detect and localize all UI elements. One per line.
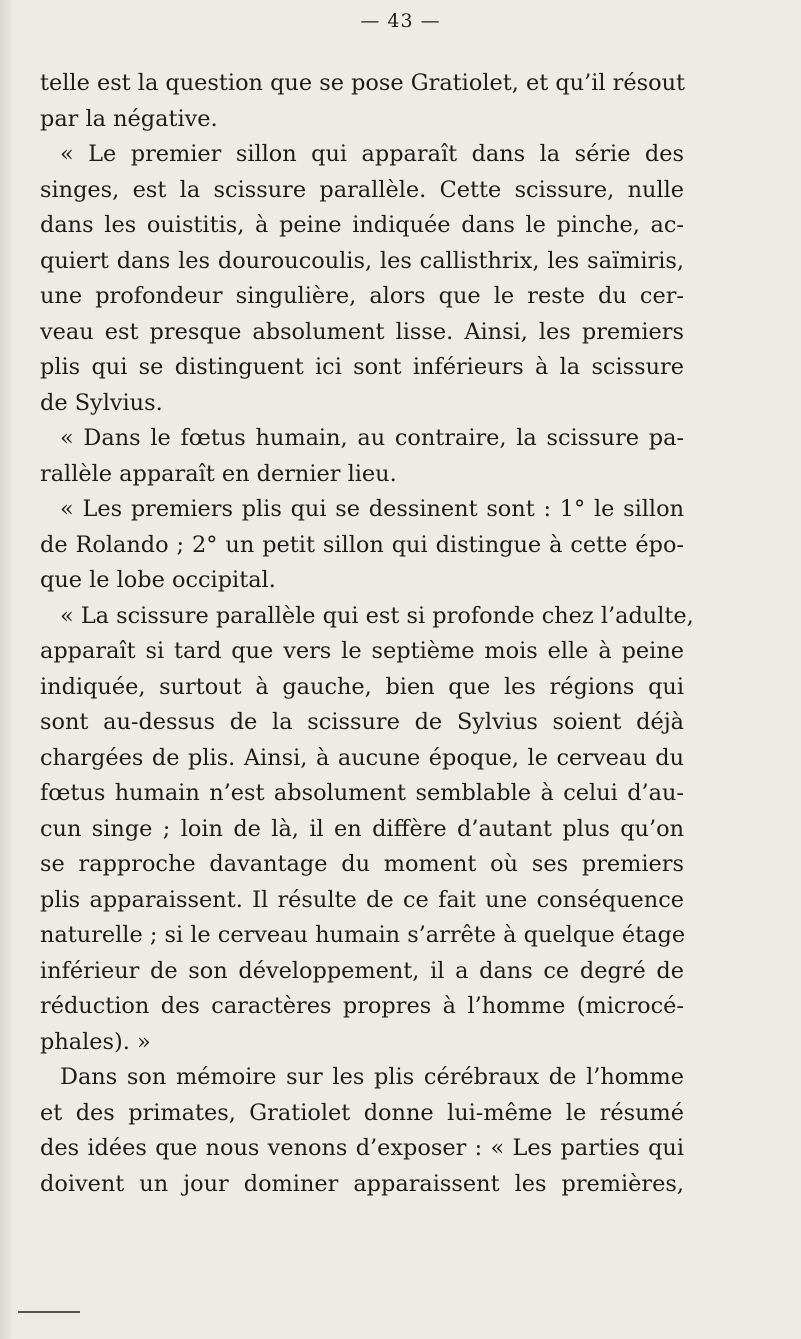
text-line: chargées de plis. Ainsi, à aucune époque, le cerveau du: [40, 744, 684, 771]
text-line: fœtus humain n’est absolument semblable à celui d’au-: [40, 780, 684, 806]
text-line: apparaît si tard que vers le septième mois elle à peine: [40, 638, 684, 664]
text-line: que le lobe occipital.: [40, 567, 276, 593]
text-line: des idées que nous venons d’exposer : « Les parties qui: [40, 1135, 684, 1161]
text-line: inférieur de son développement, il a dans ce degré de: [40, 957, 684, 984]
text-line: par la négative.: [40, 105, 218, 132]
text-line: plis apparaissent. Il résulte de ce fait une conséquence: [40, 886, 684, 913]
text-line: réduction des caractères propres à l’homme (microcé-: [40, 993, 684, 1019]
text-line: « Le premier sillon qui apparaît dans la série des: [60, 141, 684, 167]
text-line: une profondeur singulière, alors que le reste du cer-: [40, 283, 684, 309]
text-line: de Sylvius.: [40, 389, 163, 416]
text-line: sont au-dessus de la scissure de Sylvius soient déjà: [40, 709, 684, 735]
page-number: — 43 —: [360, 10, 441, 32]
text-line: quiert dans les douroucoulis, les callisthrix, les saïmiris,: [40, 247, 684, 274]
text-line: dans les ouistitis, à peine indiquée dans le pinche, ac-: [40, 212, 684, 238]
text-line: indiquée, surtout à gauche, bien que les régions qui: [40, 673, 684, 700]
text-line: « La scissure parallèle qui est si profonde chez l’adulte,: [60, 602, 694, 629]
body-text: [40, 66, 694, 1202]
text-line: naturelle ; si le cerveau humain s’arrête à quelque étage: [40, 922, 686, 948]
text-line: Dans son mémoire sur les plis cérébraux de l’homme: [60, 1064, 684, 1090]
text-line: « Les premiers plis qui se dessinent sont : 1° le sillon: [60, 496, 684, 522]
text-line: se rapproche davantage du moment où ses premiers: [40, 851, 684, 877]
text-line: telle est la question que se pose Gratiolet, et qu’il résout: [40, 70, 685, 96]
text-line: « Dans le fœtus humain, au contraire, la scissure pa-: [60, 425, 684, 451]
text-line: plis qui se distinguent ici sont inférieurs à la scissure: [40, 354, 684, 380]
text-line: rallèle apparaît en dernier lieu.: [40, 460, 397, 487]
text-line: phales). »: [40, 1028, 151, 1055]
bottom-rule: [18, 1311, 80, 1313]
text-line: de Rolando ; 2° un petit sillon qui distingue à cette épo-: [40, 531, 684, 558]
text-line: veau est presque absolument lisse. Ainsi, les premiers: [40, 318, 684, 345]
text-line: cun singe ; loin de là, il en diffère d’autant plus qu’on: [40, 815, 684, 842]
text-line: doivent un jour dominer apparaissent les premières,: [40, 1170, 684, 1197]
page-edge-shadow: [0, 0, 14, 1339]
text-line: singes, est la scissure parallèle. Cette scissure, nulle: [40, 176, 684, 203]
text-line: et des primates, Gratiolet donne lui-même le résumé: [40, 1099, 684, 1126]
